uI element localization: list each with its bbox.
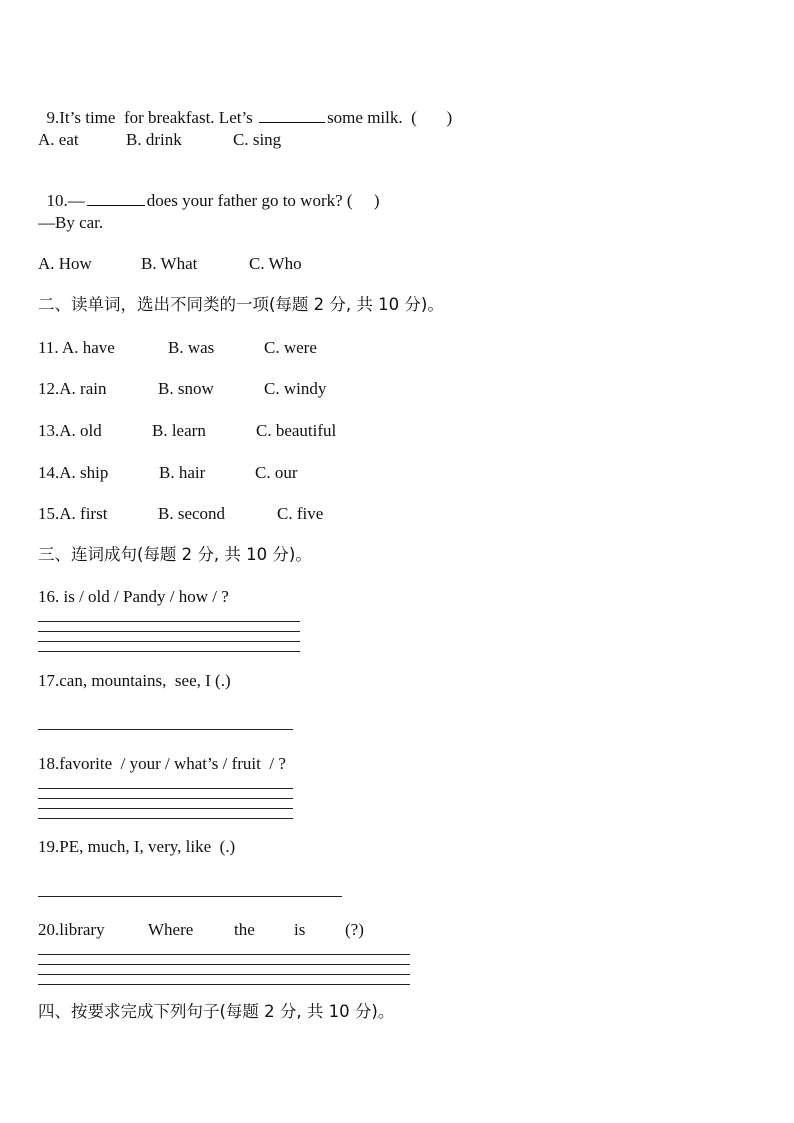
word-the: the [234, 920, 255, 939]
answer-lines[interactable] [38, 621, 300, 655]
question-10-tail: does your father go to work? ( ) [146, 191, 380, 210]
answer-line[interactable] [38, 729, 293, 730]
question-10 [38, 171, 380, 211]
section-heading-2: 二、读单词，选出不同类的一项(每题 2 分, 共 10 分)。 [38, 295, 444, 314]
answer-blank[interactable] [259, 108, 325, 123]
option-a: 12.A. rain [38, 379, 107, 398]
option-a: 11. A. have [38, 338, 115, 357]
option-c: C. windy [264, 379, 327, 398]
question-18: 18.favorite / your / what’s / fruit / ? [38, 754, 286, 773]
option-b: B. was [168, 338, 215, 357]
question-9-stem: 9.It’s time for breakfast. Let’s [46, 108, 258, 127]
option-a: 14.A. ship [38, 463, 109, 482]
section-heading-4: 四、按要求完成下列句子(每题 2 分, 共 10 分)。 [38, 1002, 395, 1021]
question-11 [38, 338, 438, 358]
question-17: 17.can, mountains, see, I (.) [38, 671, 231, 690]
answer-blank[interactable] [87, 191, 145, 206]
option-a: 15.A. first [38, 504, 108, 523]
word-question-mark: (?) [345, 920, 364, 939]
option-c: C. sing [233, 130, 282, 149]
question-10-options [38, 254, 438, 274]
question-10-stem: 10.— [46, 191, 85, 210]
word-library: 20.library [38, 920, 105, 939]
option-b: B. learn [152, 421, 206, 440]
option-a: A. How [38, 254, 92, 273]
option-a: 13.A. old [38, 421, 102, 440]
question-16: 16. is / old / Pandy / how / ? [38, 587, 229, 606]
option-c: C. beautiful [256, 421, 337, 440]
word-where: Where [148, 920, 194, 939]
option-b: B. second [158, 504, 226, 523]
answer-lines[interactable] [38, 788, 293, 822]
option-c: C. were [264, 338, 317, 357]
answer-line[interactable] [38, 896, 342, 897]
option-c: C. five [277, 504, 324, 523]
question-15 [38, 504, 438, 524]
word-is: is [294, 920, 306, 939]
option-b: B. What [141, 254, 198, 273]
answer-lines[interactable] [38, 954, 410, 988]
option-b: B. hair [159, 463, 206, 482]
question-20 [38, 920, 438, 940]
question-9 [38, 88, 452, 128]
option-a: A. eat [38, 130, 79, 149]
question-9-tail: some milk. ( ) [327, 108, 453, 127]
question-19: 19.PE, much, I, very, like (.) [38, 837, 236, 856]
question-10-reply: —By car. [38, 213, 104, 232]
section-heading-3: 三、连词成句(每题 2 分, 共 10 分)。 [38, 545, 312, 564]
option-c: C. Who [249, 254, 302, 273]
question-13 [38, 421, 438, 441]
question-9-options [38, 130, 438, 150]
option-b: B. drink [126, 130, 182, 149]
question-14 [38, 463, 438, 483]
question-12 [38, 379, 438, 399]
option-c: C. our [255, 463, 298, 482]
option-b: B. snow [158, 379, 214, 398]
